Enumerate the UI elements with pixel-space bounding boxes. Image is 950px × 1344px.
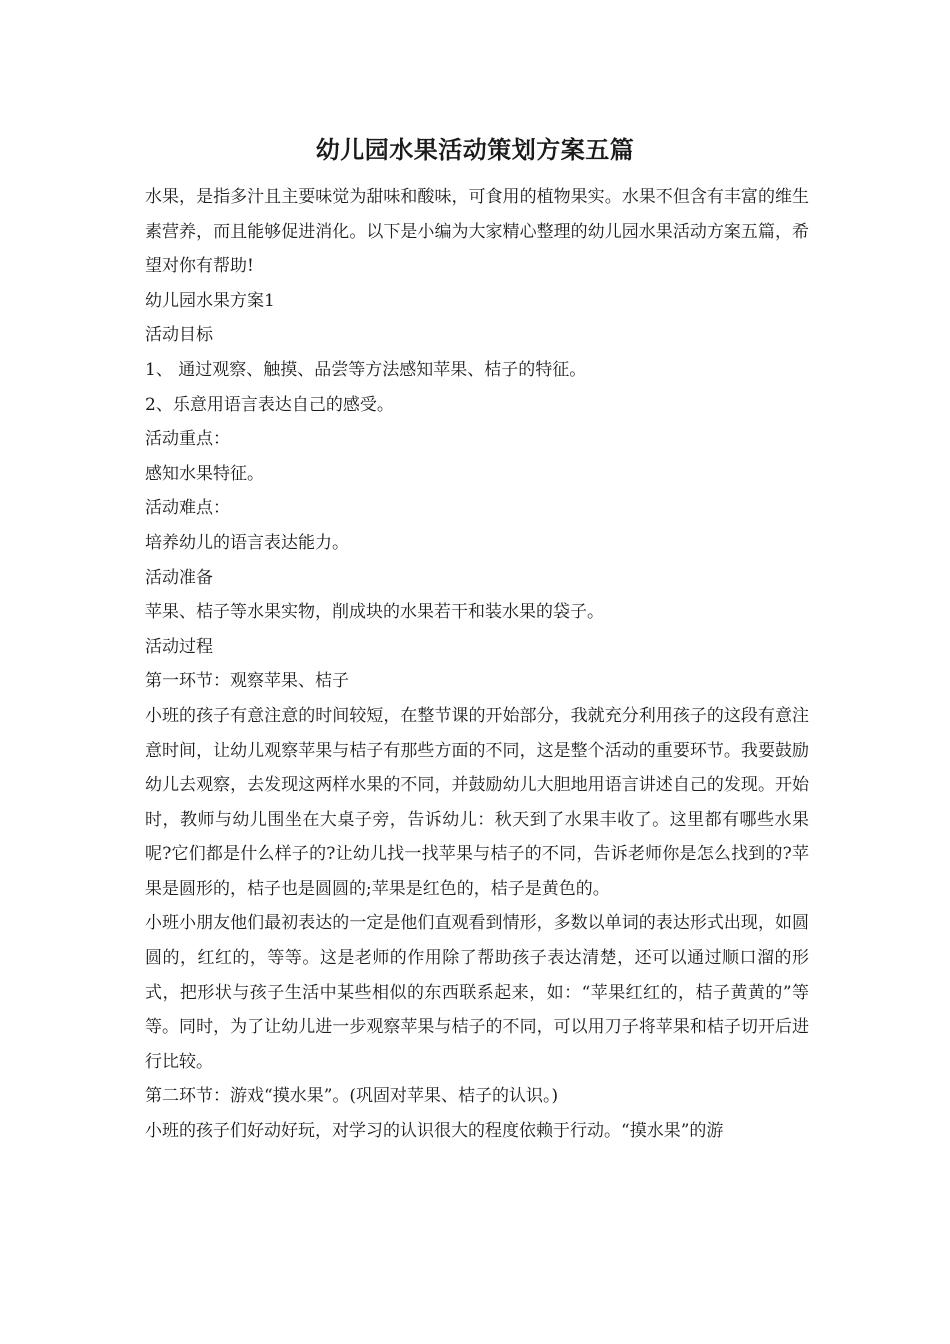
goal-item-2: 2、乐意用语言表达自己的感受。 [145,394,394,415]
section-heading-plan-1: 幼儿园水果方案1 [145,290,275,311]
step-1-paragraph: 小班的孩子有意注意的时间较短，在整节课的开始部分，我就充分利用孩子的这段有意注意时间，让幼儿观察苹果与桔子有那些方面的不同，这是整个活动的重要环节。我要鼓励幼儿去观察，去发现这两样水果的不同，并鼓励幼儿大胆地用语言讲述自己的发现。开始时，教师与幼儿围坐在大桌子旁，告诉幼儿：秋天到了水果丰收了。这里都有哪些水果呢?它们都是什么样子的?让幼儿找一找苹果与桔子的不同，告诉老师你是怎么找到的?苹果是圆形的，桔子也是圆圆的;苹果是红色的，桔子是黄色的。 [145,705,809,899]
difficulties-text: 培养幼儿的语言表达能力。 [145,532,349,553]
step-1-paragraph-2: 小班小朋友他们最初表达的一定是他们直观看到情形，多数以单词的表达形式出现，如圆圆的，红红的，等等。这是老师的作用除了帮助孩子表达清楚，还可以通过顺口溜的形式，把形状与孩子生活中某些相似的东西联系起来，如：“苹果红红的，桔子黄黄的”等等。同时，为了让幼儿进一步观察苹果与桔子的不同，可以用刀子将苹果和桔子切开后进行比较。 [145,913,809,1072]
step-2-paragraph: 小班的孩子们好动好玩，对学习的认识很大的程度依赖于行动。“摸水果”的游 [145,1121,724,1142]
goal-item-1: 1、 通过观察、触摸、品尝等方法感知苹果、桔子的特征。 [145,359,587,380]
step-1-heading: 第一环节：观察苹果、桔子 [145,671,349,692]
heading-difficulties: 活动难点： [145,498,230,519]
key-points-text: 感知水果特征。 [145,463,264,484]
document-body [145,180,809,1149]
step-2-heading: 第二环节：游戏“摸水果”。(巩固对苹果、桔子的认识。) [145,1086,559,1107]
document-title: 幼儿园水果活动策划方案五篇 [315,135,635,164]
preparation-text: 苹果、桔子等水果实物，削成块的水果若干和装水果的袋子。 [145,602,604,623]
heading-activity-goals: 活动目标 [145,325,213,346]
heading-process: 活动过程 [145,636,213,657]
heading-key-points: 活动重点： [145,429,230,450]
heading-preparation: 活动准备 [145,567,213,588]
intro-paragraph: 水果，是指多汁且主要味觉为甜味和酸味，可食用的植物果实。水果不但含有丰富的维生素营养，而且能够促进消化。以下是小编为大家精心整理的幼儿园水果活动方案五篇，希望对你有帮助! [145,187,809,277]
